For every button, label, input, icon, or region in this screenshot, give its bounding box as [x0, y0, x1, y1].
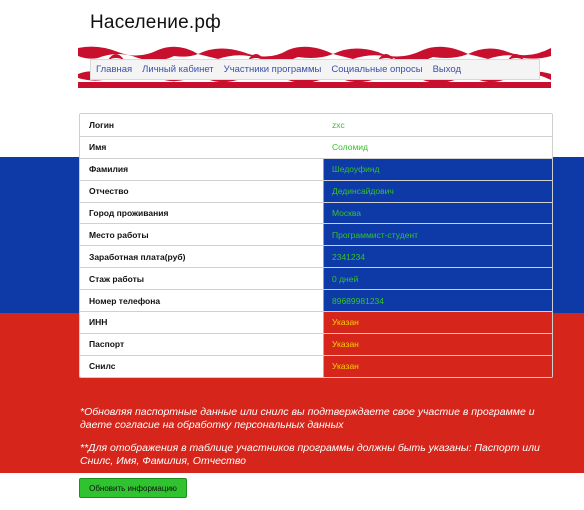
row-value: Указан	[323, 312, 552, 333]
row-label: Паспорт	[80, 334, 323, 355]
row-label: Номер телефона	[80, 290, 323, 311]
nav-item-account[interactable]: Личный кабинет	[142, 64, 214, 75]
main-nav	[90, 59, 540, 80]
row-label: Снилс	[80, 356, 323, 377]
row-label: Место работы	[80, 224, 323, 245]
row-value: zxc	[323, 114, 552, 136]
table-row	[80, 245, 552, 267]
row-value: 2341234	[323, 246, 552, 267]
update-info-button[interactable]: Обновить информацию	[79, 478, 187, 498]
nav-item-home[interactable]: Главная	[96, 64, 133, 75]
nav-item-surveys[interactable]: Социальные опросы	[331, 64, 423, 75]
row-label: Логин	[80, 114, 323, 136]
table-row	[80, 158, 552, 180]
row-value: Указан	[323, 334, 552, 355]
table-row	[80, 333, 552, 355]
row-label: Фамилия	[80, 159, 323, 180]
row-label: Имя	[80, 137, 323, 158]
table-row	[80, 202, 552, 224]
row-value: Дединсайдович	[323, 181, 552, 202]
table-row	[80, 114, 552, 136]
row-value: 0 дней	[323, 268, 552, 289]
table-row	[80, 267, 552, 289]
table-row	[80, 223, 552, 245]
table-row	[80, 289, 552, 311]
notes	[80, 406, 550, 478]
row-label: Заработная плата(руб)	[80, 246, 323, 267]
row-value: Москва	[323, 203, 552, 224]
table-row	[80, 355, 552, 377]
row-value: Соломид	[323, 137, 552, 158]
row-value: Шедоуфинд	[323, 159, 552, 180]
note-requirements: **Для отображения в таблице участников программы должны быть указаны: Паспорт или Снилс, Имя, Фамилия, Отчество	[80, 442, 540, 467]
table-row	[80, 311, 552, 333]
table-row	[80, 180, 552, 202]
table-row	[80, 136, 552, 158]
row-label: ИНН	[80, 312, 323, 333]
row-value: 89689981234	[323, 290, 552, 311]
row-value: Программист-студент	[323, 224, 552, 245]
profile-table	[79, 113, 553, 378]
row-label: Стаж работы	[80, 268, 323, 289]
row-label: Город проживания	[80, 203, 323, 224]
note-consent: *Обновляя паспортные данные или снилс вы подтверждаете свое участие в программе и даете согласие на обработку персональных данных	[80, 406, 535, 431]
nav-item-logout[interactable]: Выход	[432, 64, 462, 75]
row-value: Указан	[323, 356, 552, 377]
nav-item-participants[interactable]: Участники программы	[223, 64, 322, 75]
site-title: Население.рф	[90, 12, 221, 33]
row-label: Отчество	[80, 181, 323, 202]
